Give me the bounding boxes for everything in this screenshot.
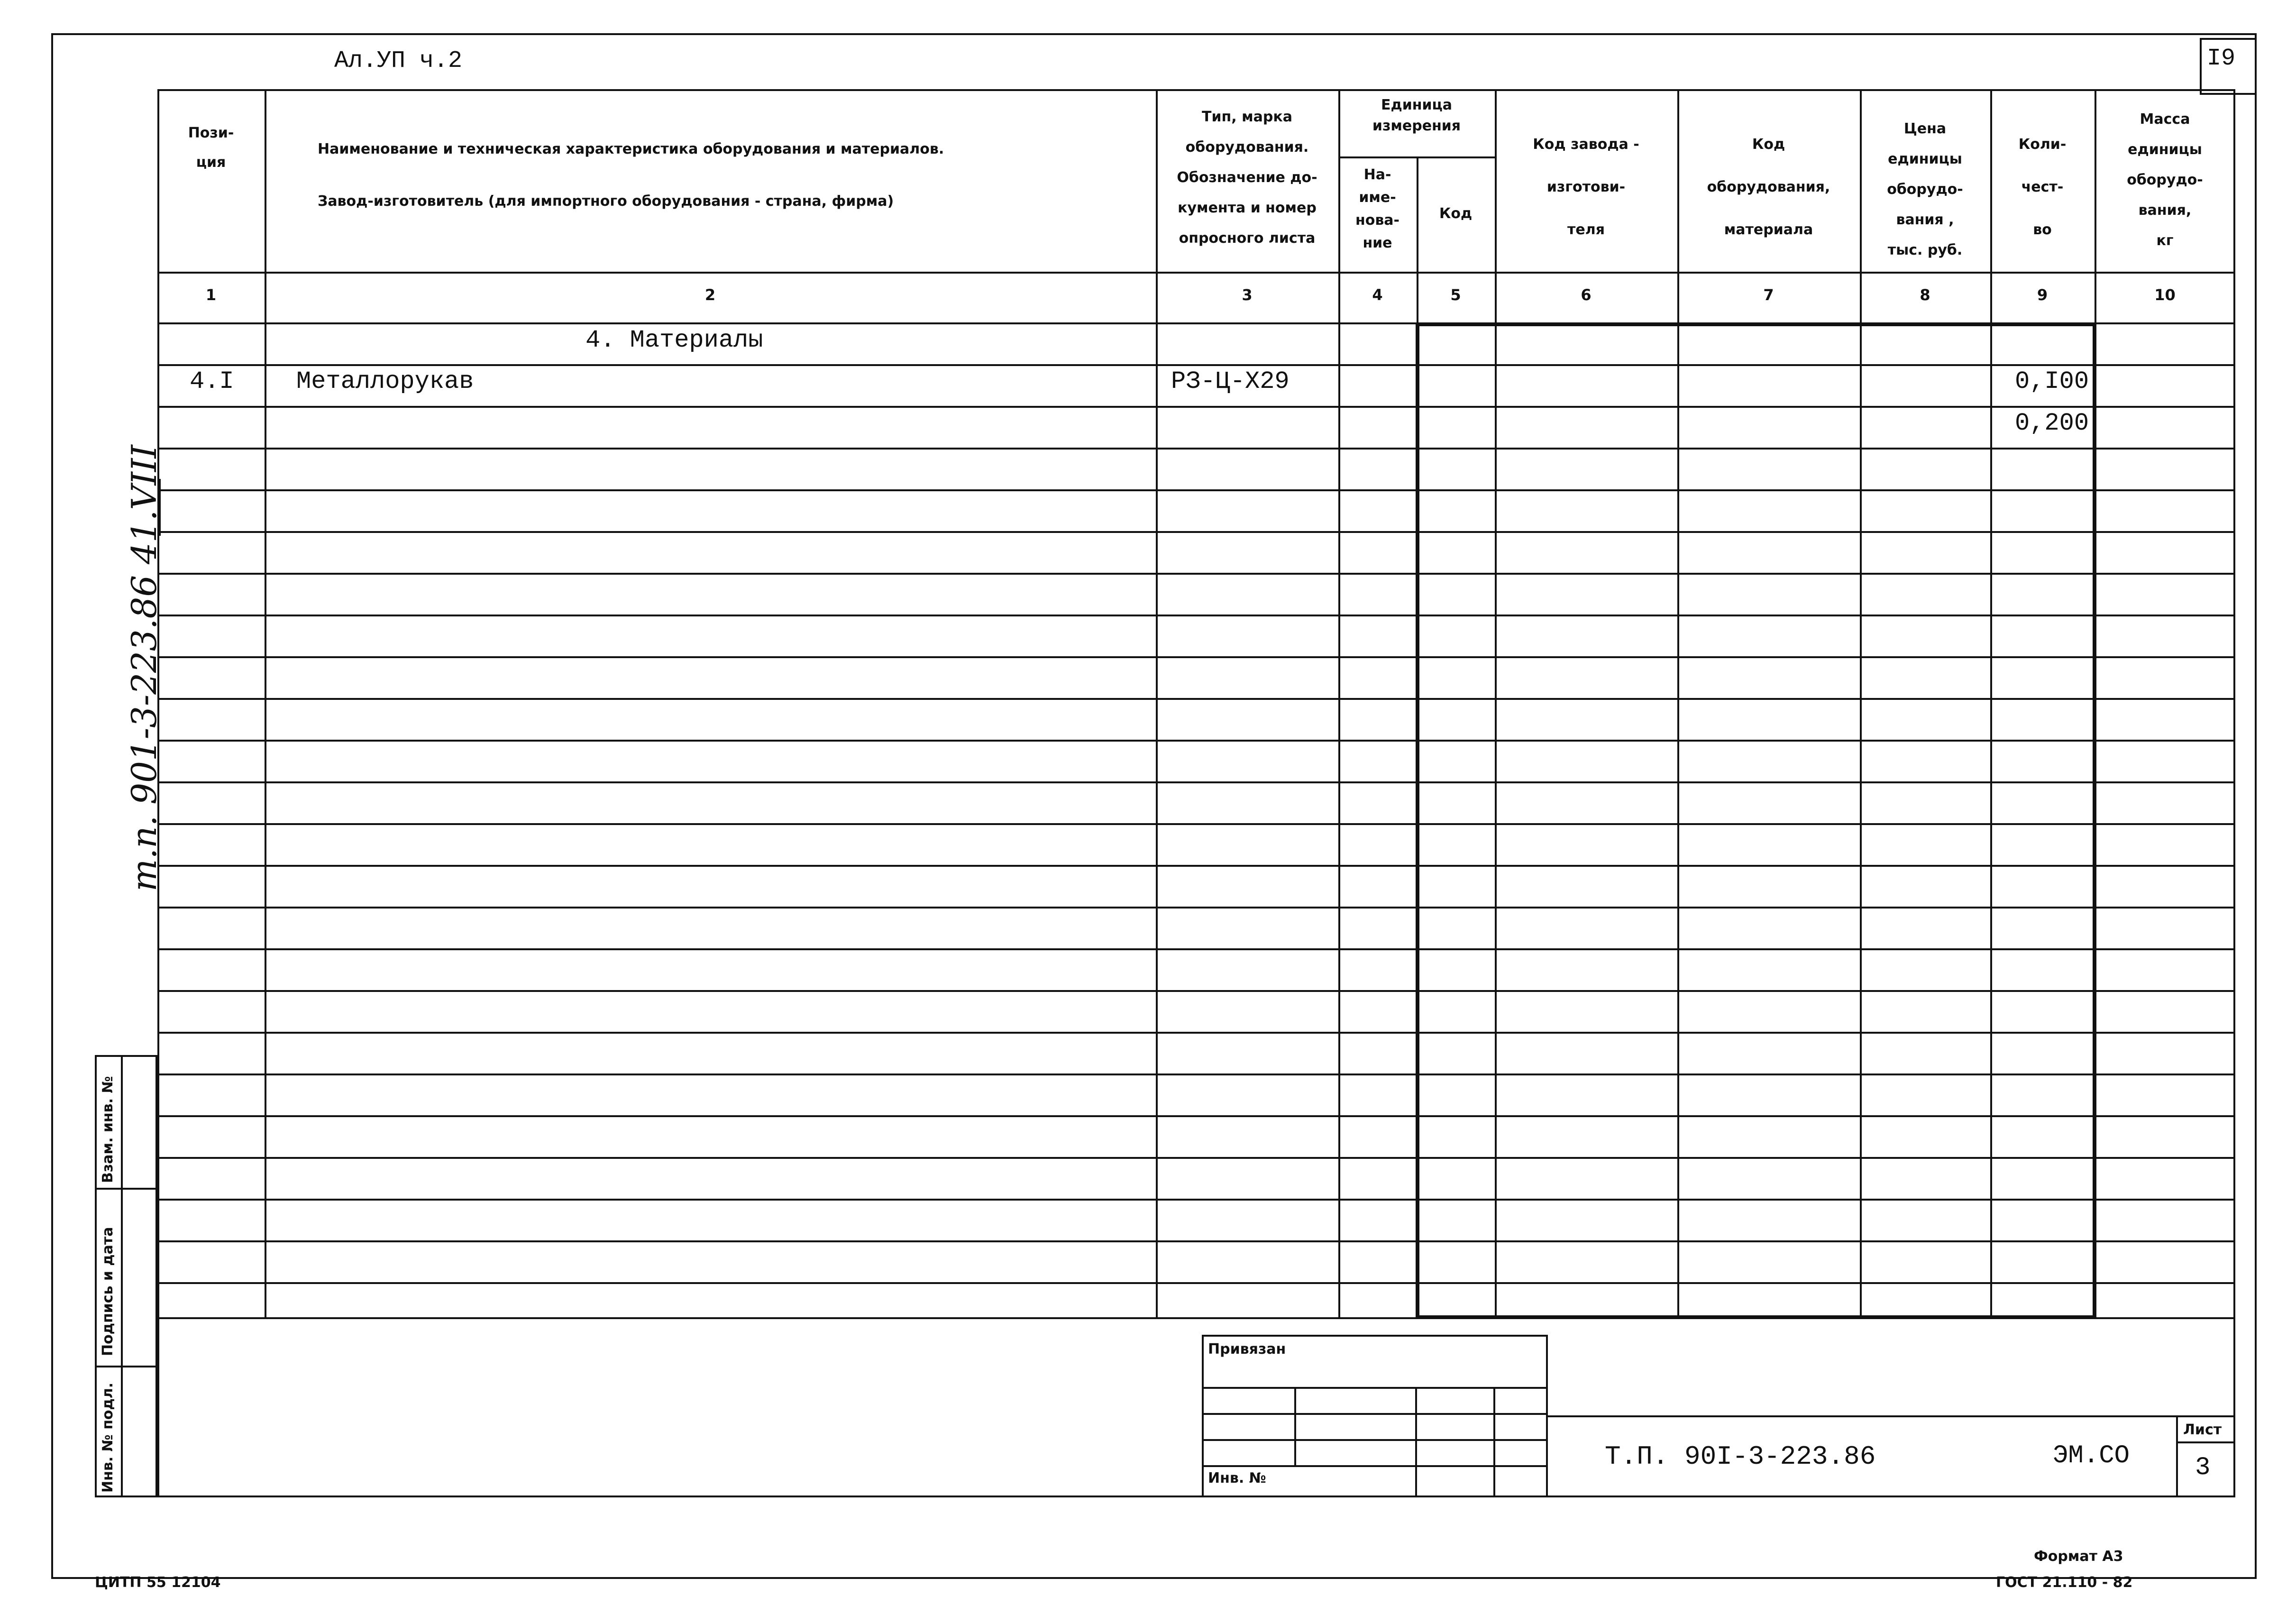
title-main-top xyxy=(1548,1415,2235,1417)
sheet-label: Лист xyxy=(2183,1422,2222,1438)
sheet-header-label: Ал.УП ч.2 xyxy=(334,47,463,74)
thick-right xyxy=(2093,322,2096,1317)
side-stamp-line-1 xyxy=(95,1188,157,1190)
colnum-7: 7 xyxy=(1763,286,1774,304)
doc-mark: ЭМ.СО xyxy=(2053,1441,2130,1470)
colnum-1: 1 xyxy=(205,286,217,304)
row-type: РЗ-Ц-Х29 xyxy=(1171,367,1290,395)
bound-line-4 xyxy=(1202,1465,1548,1467)
bound-v-3 xyxy=(1493,1387,1495,1497)
header-col5: Код xyxy=(1439,205,1473,222)
table-row-line xyxy=(157,781,2235,783)
sheet-number: 3 xyxy=(2195,1453,2211,1482)
header-col8: Цена единицы оборудо- вания , тыс. руб. xyxy=(1887,120,1963,258)
table-row-line xyxy=(157,740,2235,742)
side-stamp-text-2: Подпись и дата xyxy=(100,1227,116,1356)
thick-left xyxy=(1416,322,1419,1317)
corner-number: I9 xyxy=(2207,45,2236,72)
standard-label: ГОСТ 21.110 - 82 xyxy=(1996,1574,2133,1591)
row-qty-1: 0,I00 xyxy=(2015,367,2089,395)
table-row-line xyxy=(157,1240,2235,1242)
table-row-line xyxy=(157,823,2235,825)
colnum-5: 5 xyxy=(1450,286,1461,304)
side-stamp-divider xyxy=(121,1055,123,1497)
side-stamp-text-1: Взам. инв. № xyxy=(100,1076,116,1183)
bound-line-2 xyxy=(1202,1413,1548,1415)
format-label: Формат А3 xyxy=(2034,1548,2123,1565)
header-col7: Код оборудования, материала xyxy=(1707,136,1830,238)
bound-v-2 xyxy=(1415,1387,1417,1497)
header-bottom xyxy=(157,272,2235,274)
header-split-unit xyxy=(1338,156,1495,158)
colnum-4: 4 xyxy=(1372,286,1383,304)
colnum-6: 6 xyxy=(1581,286,1592,304)
table-row-line xyxy=(157,489,2235,491)
table-row-line xyxy=(157,573,2235,575)
row-position: 4.I xyxy=(190,367,234,395)
table-row-line xyxy=(157,406,2235,408)
table-row-line xyxy=(157,698,2235,700)
handwritten-code: т.п. 901-3-223.86 41.VIII xyxy=(124,445,164,891)
header-col3: Тип, марка оборудования. Обозначение до- кумента и номер опросного листа xyxy=(1177,109,1317,247)
header-col9: Коли- чест- во xyxy=(2018,136,2067,238)
bound-label: Привязан xyxy=(1208,1341,1286,1358)
table-row-line xyxy=(157,531,2235,533)
table-row-line xyxy=(157,865,2235,867)
handwritten-underline xyxy=(159,479,161,536)
doc-code: Т.П. 90I-3-223.86 xyxy=(1605,1441,1876,1472)
table-row-line xyxy=(157,656,2235,658)
colnum-3: 3 xyxy=(1242,286,1253,304)
row-section-title: 4. Материалы xyxy=(585,326,763,354)
header-col6: Код завода - изготови- теля xyxy=(1533,136,1639,238)
colnum-2: 2 xyxy=(704,286,716,304)
side-stamp-text-3: Инв. № подл. xyxy=(100,1382,116,1493)
header-unit-group: Единица измерения xyxy=(1372,97,1461,134)
table-row-line xyxy=(157,907,2235,908)
row-name: Металлорукав xyxy=(296,367,474,395)
inv-label: Инв. № xyxy=(1208,1470,1266,1486)
printer-label: ЦИТП 55 12104 xyxy=(95,1574,221,1591)
table-row-line xyxy=(157,948,2235,950)
table-row-line xyxy=(157,1032,2235,1034)
table-row-line xyxy=(157,448,2235,450)
header-col4: На- име- нова- ние xyxy=(1355,166,1400,251)
table-row-line xyxy=(157,364,2235,366)
side-stamp-line-2 xyxy=(95,1366,157,1367)
table-row-line xyxy=(157,1282,2235,1284)
header-col10: Масса единицы оборудо- вания, кг xyxy=(2127,111,2203,249)
sheet-number-split xyxy=(2176,1441,2235,1443)
table-row-line xyxy=(157,990,2235,992)
row-qty-2: 0,200 xyxy=(2015,409,2089,437)
bound-line-3 xyxy=(1202,1439,1548,1441)
table-row-line xyxy=(157,1157,2235,1159)
table-row-line xyxy=(157,1073,2235,1075)
colnum-bottom xyxy=(157,322,2235,324)
header-col2: Наименование и техническая характеристика оборудования и материалов. Завод-изготовитель (для импортного оборудования - страна, фирма) xyxy=(318,141,944,210)
colnum-8: 8 xyxy=(1920,286,1930,304)
table-row-line xyxy=(157,1199,2235,1201)
header-col1: Пози- ция xyxy=(188,125,234,171)
title-area-top xyxy=(157,1317,2235,1319)
colnum-9: 9 xyxy=(2037,286,2048,304)
colnum-10: 10 xyxy=(2154,286,2176,304)
bound-v-1 xyxy=(1294,1387,1296,1465)
table-row-line xyxy=(157,615,2235,616)
bound-line-1 xyxy=(1202,1387,1548,1389)
table-row-line xyxy=(157,1115,2235,1117)
